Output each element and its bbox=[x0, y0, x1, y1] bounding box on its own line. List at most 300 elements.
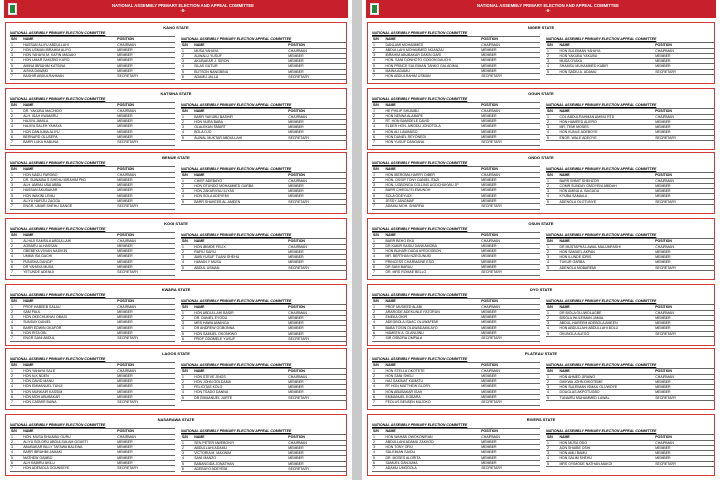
table-row bbox=[181, 75, 346, 80]
member-name: BARR IBRAHIM JAMAKI bbox=[23, 450, 63, 455]
row-number: 2 bbox=[182, 249, 184, 254]
member-name: HON YAHAYA SALE bbox=[23, 368, 56, 373]
row-number: 1 bbox=[182, 114, 184, 119]
row-number: 4 bbox=[11, 58, 13, 63]
row-number: 7 bbox=[373, 270, 375, 275]
column-header: POSITION bbox=[117, 167, 134, 172]
member-name: DR ANDREW OGBONNA bbox=[194, 326, 235, 331]
row-number: 1 bbox=[11, 238, 13, 243]
member-name: ADENOLA OLOTUNYE bbox=[559, 199, 597, 204]
row-number: 2 bbox=[547, 119, 549, 124]
committee-title: NATIONAL ASSEMBLY PRIMARY ELECTION COMMITTEE bbox=[10, 227, 106, 231]
row-number: 4 bbox=[182, 64, 184, 69]
table-row bbox=[181, 337, 346, 342]
row-number: 1 bbox=[547, 48, 549, 53]
committee-title: NATIONAL ASSEMBLY PRIMARY ELECTION COMMITTEE bbox=[10, 357, 106, 361]
row-number: 3 bbox=[373, 249, 375, 254]
member-name: HON ABUBAKAR ISAH bbox=[385, 389, 423, 394]
member-name: PUNISHA DANCIP bbox=[23, 259, 53, 264]
column-header: S/N bbox=[373, 233, 379, 238]
table-row bbox=[181, 266, 346, 271]
row-number: 1 bbox=[182, 178, 184, 183]
member-name: HASSAN AKUBAKAR bbox=[23, 188, 58, 193]
member-name: CHIEF ADEBAYO bbox=[194, 178, 223, 183]
row-number: 7 bbox=[373, 400, 375, 405]
member-name: RT. HON BAMIDELE DAVID bbox=[385, 119, 430, 124]
row-number: 2 bbox=[182, 379, 184, 384]
member-name: HON CASMIR BAWA bbox=[23, 400, 57, 405]
member-position: MEMBER bbox=[117, 265, 133, 270]
row-number: 5 bbox=[373, 389, 375, 394]
document-page-right bbox=[362, 0, 720, 480]
row-number: 3 bbox=[373, 53, 375, 58]
table-row bbox=[10, 466, 175, 471]
state-name: NASARAWA STATE bbox=[157, 417, 195, 422]
table-row bbox=[372, 400, 540, 405]
member-name: AMB YUSUF TUANI SHEHU bbox=[194, 255, 240, 260]
row-number: 6 bbox=[182, 337, 184, 342]
appeal-committee-table bbox=[181, 37, 346, 80]
row-number: 4 bbox=[11, 188, 13, 193]
table-row bbox=[10, 336, 175, 341]
row-number: 4 bbox=[373, 58, 375, 63]
member-position: MEMBER bbox=[117, 188, 133, 193]
member-name: DR YAHAYA MUSA bbox=[23, 265, 54, 270]
member-position: MEMBER bbox=[481, 177, 497, 182]
member-position: SECRETARY bbox=[288, 395, 310, 400]
member-name: HON STELLA OKOTETE bbox=[385, 368, 425, 373]
column-header: NAME bbox=[23, 299, 34, 304]
row-number: 2 bbox=[11, 47, 13, 52]
row-number: 5 bbox=[182, 461, 184, 466]
committee-title: NATIONAL ASSEMBLY PRIMARY ELECTION COMMITTEE bbox=[10, 161, 106, 165]
column-header: NAME bbox=[23, 37, 34, 42]
page-banner: NATIONAL ASSEMBLY PRIMARY ELECTION AND APPEAL COMMITTEE -II- bbox=[366, 0, 716, 18]
member-position: MEMBER bbox=[117, 129, 133, 134]
member-position: MEMBER bbox=[481, 199, 497, 204]
member-name: DR MUSTAPHA LAWAL MALUMFASHI bbox=[559, 244, 621, 249]
member-position: MEMBER bbox=[481, 461, 497, 466]
member-name: DR. MRS ROMAE BELLO bbox=[385, 270, 427, 275]
member-position: MEMBER bbox=[288, 130, 304, 135]
row-number: 2 bbox=[182, 53, 184, 58]
member-name: ADAMU UMODOLA bbox=[385, 466, 417, 471]
column-header: POSITION bbox=[655, 435, 672, 440]
row-number: 2 bbox=[11, 439, 13, 444]
row-number: 3 bbox=[373, 315, 375, 320]
column-header: NAME bbox=[23, 363, 34, 368]
state-section bbox=[5, 348, 347, 410]
column-header: NAME bbox=[385, 167, 396, 172]
member-position: MEMBER bbox=[481, 395, 497, 400]
row-number: 3 bbox=[11, 315, 13, 320]
member-name: ENGR SANI ABDUL bbox=[23, 336, 55, 341]
table-row bbox=[10, 270, 175, 275]
member-position: SECRETARY bbox=[655, 69, 677, 74]
column-header: S/N bbox=[547, 369, 553, 374]
row-number: 7 bbox=[11, 466, 13, 471]
member-position: SECRETARY bbox=[117, 466, 139, 471]
member-position: SECRETARY bbox=[288, 337, 310, 342]
row-number: 4 bbox=[182, 390, 184, 395]
column-header: POSITION bbox=[481, 363, 498, 368]
member-name: ARARODE ADEKUNLE FATORUN bbox=[385, 309, 440, 314]
state-name: PLATEAU STATE bbox=[524, 351, 558, 356]
column-header: S/N bbox=[547, 43, 553, 48]
member-position: MEMBER bbox=[117, 455, 133, 460]
member-position: MEMBER bbox=[117, 119, 133, 124]
appeal-committee-table bbox=[546, 299, 714, 337]
member-name: HON NADU FAROBO bbox=[23, 172, 58, 177]
member-name: FEOLUS BENSEN MAJOKO bbox=[385, 400, 431, 405]
member-name: TUNAIRU MUHAMMED LAWAL bbox=[559, 395, 610, 400]
member-name: OLALEKAN SMART bbox=[194, 125, 226, 130]
row-number: 5 bbox=[373, 455, 375, 460]
row-number: 5 bbox=[547, 461, 549, 466]
member-name: BARR CHIEDU ELEMUNOH bbox=[385, 188, 431, 193]
column-header: S/N bbox=[11, 363, 17, 368]
row-number: 5 bbox=[182, 265, 184, 270]
member-position: CHAIRMAN bbox=[117, 434, 136, 439]
member-name: MRS OYIMODE NATHAN-MAKOI bbox=[559, 461, 613, 466]
member-position: SECRETARY bbox=[655, 199, 677, 204]
table-row bbox=[181, 200, 346, 205]
election-committee-table bbox=[10, 423, 175, 472]
member-position: MEMBER bbox=[288, 59, 304, 64]
column-header: S/N bbox=[547, 173, 553, 178]
member-name: IBRAHIM ABUBAKAR DAKIN GARI bbox=[385, 53, 442, 58]
member-name: HON DANJUMA ALIYU bbox=[23, 129, 60, 134]
row-number: 3 bbox=[373, 445, 375, 450]
member-name: HON ABDULLAHI BASIR bbox=[194, 310, 234, 315]
member-name: DR. YAKUBU MACHIDO bbox=[23, 108, 62, 113]
appeal-committee-table bbox=[546, 363, 714, 401]
member-position: SECRETARY bbox=[117, 204, 139, 209]
row-number: 6 bbox=[11, 461, 13, 466]
column-header: S/N bbox=[11, 167, 17, 172]
appeal-committee-table bbox=[546, 37, 714, 75]
committee-title: NATIONAL ASSEMBLY PRIMARY ELECTION COMMITTEE bbox=[10, 31, 106, 35]
table-row bbox=[181, 396, 346, 401]
row-number: 4 bbox=[182, 326, 184, 331]
column-header: NAME bbox=[23, 167, 34, 172]
member-name: ADENOLA MOBAREMI bbox=[559, 265, 597, 270]
member-position: MEMBER bbox=[481, 129, 497, 134]
member-name: ELDER HON. AWODU JONOTOLA bbox=[385, 124, 441, 129]
column-header: NAME bbox=[385, 233, 396, 238]
member-position: CHAIRMAN bbox=[655, 244, 674, 249]
member-name: PROF HABEEB SALAU bbox=[23, 304, 61, 309]
column-header: S/N bbox=[547, 109, 553, 114]
appeal-committee-table bbox=[546, 167, 714, 205]
state-name: KATSINA STATE bbox=[160, 91, 192, 96]
column-header: S/N bbox=[182, 173, 188, 178]
member-position: MEMBER bbox=[288, 331, 304, 336]
member-name: HE PHILIP SHUAIBU bbox=[385, 108, 419, 113]
member-name: YETUNDE ADENIJI bbox=[23, 270, 55, 275]
column-header: S/N bbox=[547, 435, 553, 440]
row-number: 4 bbox=[373, 450, 375, 455]
member-position: MEMBER bbox=[117, 315, 133, 320]
row-number: 5 bbox=[547, 265, 549, 270]
member-name: HON SULEIMAN YAHAYA bbox=[559, 48, 601, 53]
election-committee-table bbox=[372, 357, 540, 406]
member-position: MEMBER bbox=[481, 320, 497, 325]
member-name: TUKUR GARBA bbox=[559, 260, 585, 265]
row-number: 4 bbox=[11, 320, 13, 325]
member-name: HON OTUNDO MOHAMMED GARBA bbox=[194, 183, 254, 188]
table-row bbox=[546, 200, 714, 205]
member-name: MATHEW GAMBO bbox=[23, 455, 53, 460]
member-name: SIR OSBORA OMPALA bbox=[385, 336, 423, 341]
member-name: EMMANUEL EGBARA bbox=[385, 395, 421, 400]
column-header: S/N bbox=[373, 429, 379, 434]
member-name: HON ADEMOLA OGUNSEYE bbox=[23, 466, 70, 471]
member-name: BARR BEHO EKU bbox=[385, 238, 415, 243]
member-name: FELICITAS KOLO bbox=[194, 385, 223, 390]
member-name: HON. SANI DONHOTO GOGON DAUCHI bbox=[385, 58, 451, 63]
member-position: CHAIRMAN bbox=[481, 238, 500, 243]
column-header: S/N bbox=[182, 109, 188, 114]
member-name: HON YUSUF DANGANA bbox=[385, 140, 425, 145]
row-number: 4 bbox=[373, 124, 375, 129]
row-number: 5 bbox=[373, 193, 375, 198]
row-number: 3 bbox=[373, 379, 375, 384]
member-position: CHAIRMAN bbox=[655, 178, 674, 183]
table-row bbox=[10, 400, 175, 405]
member-name: SHAMSU MUHAMMED KABIR bbox=[559, 64, 608, 69]
member-name: DANLAMI MOHAMMED bbox=[385, 42, 424, 47]
member-position: MEMBER bbox=[288, 456, 304, 461]
row-number: 2 bbox=[11, 243, 13, 248]
row-number: 3 bbox=[182, 321, 184, 326]
row-number: 1 bbox=[373, 304, 375, 309]
member-name: HASSAN ALIYU ABDULLAHI bbox=[23, 42, 69, 47]
row-number: 4 bbox=[547, 130, 549, 135]
election-committee-table bbox=[10, 357, 175, 406]
member-name: HON MUSA ODO bbox=[559, 440, 588, 445]
state-name: RIVERS STATE bbox=[526, 417, 556, 422]
member-position: MEMBER bbox=[481, 455, 497, 460]
row-number: 5 bbox=[11, 325, 13, 330]
row-number: 4 bbox=[373, 254, 375, 259]
member-position: CHAIRMAN bbox=[481, 368, 500, 373]
state-section bbox=[367, 218, 715, 280]
member-name: HON SAMUEL OKONKWO bbox=[194, 331, 237, 336]
member-position: MEMBER bbox=[481, 47, 497, 52]
member-name: ABDUL USMAN bbox=[194, 265, 220, 270]
column-header: POSITION bbox=[117, 299, 134, 304]
row-number: 5 bbox=[547, 135, 549, 140]
column-header: POSITION bbox=[655, 239, 672, 244]
member-name: HON JOHN GOLDAMA bbox=[194, 379, 231, 384]
column-header: POSITION bbox=[288, 435, 305, 440]
document-page-left bbox=[0, 0, 352, 480]
member-name: ALIYU HAFIZU ZAGGA bbox=[23, 199, 61, 204]
column-header: S/N bbox=[373, 363, 379, 368]
committee-title: NATIONAL ASSEMBLY PRIMARY ELECTION APPEAL COMMITTEE bbox=[181, 299, 292, 303]
row-number: 3 bbox=[11, 249, 13, 254]
row-number: 4 bbox=[547, 260, 549, 265]
column-header: NAME bbox=[385, 363, 396, 368]
member-position: CHAIRMAN bbox=[288, 374, 307, 379]
election-committee-table bbox=[372, 31, 540, 80]
election-committee-table bbox=[10, 31, 175, 80]
member-position: MEMBER bbox=[117, 113, 133, 118]
member-name: HON MUNKAIR KASSIM bbox=[23, 389, 63, 394]
row-number: 6 bbox=[11, 199, 13, 204]
row-number: 3 bbox=[182, 255, 184, 260]
member-name: BERNARD OLUSEPA bbox=[23, 135, 58, 140]
committee-title: NATIONAL ASSEMBLY PRIMARY ELECTION APPEAL COMMITTEE bbox=[181, 233, 292, 237]
member-position: SECRETARY bbox=[481, 336, 503, 341]
member-name: HON SALIM SHEHU bbox=[559, 456, 592, 461]
row-number: 5 bbox=[547, 331, 549, 336]
row-number: 3 bbox=[547, 189, 549, 194]
row-number: 1 bbox=[373, 238, 375, 243]
row-number: 1 bbox=[182, 374, 184, 379]
member-position: MEMBER bbox=[117, 331, 133, 336]
row-number: 2 bbox=[547, 183, 549, 188]
table-row bbox=[372, 270, 540, 275]
committee-title: NATIONAL ASSEMBLY PRIMARY ELECTION APPEAL COMMITTEE bbox=[546, 429, 657, 433]
committee-title: NATIONAL ASSEMBLY PRIMARY ELECTION COMMITTEE bbox=[372, 357, 468, 361]
column-header: S/N bbox=[373, 299, 379, 304]
state-name: KANO STATE bbox=[163, 25, 189, 30]
row-number: 3 bbox=[11, 119, 13, 124]
column-header: NAME bbox=[194, 369, 205, 374]
row-number: 2 bbox=[11, 113, 13, 118]
member-position: MEMBER bbox=[655, 379, 671, 384]
column-header: POSITION bbox=[655, 305, 672, 310]
member-position: SECRETARY bbox=[288, 75, 310, 80]
member-position: MEMBER bbox=[117, 47, 133, 52]
member-name: HON UMAR SAKIZBO KURO bbox=[23, 58, 70, 63]
column-header: NAME bbox=[194, 109, 205, 114]
member-position: MEMBER bbox=[481, 315, 497, 320]
column-header: S/N bbox=[547, 305, 553, 310]
member-name: ADEGBOLA ISAAC OLUWAFEMI bbox=[385, 320, 439, 325]
state-name: OGUN STATE bbox=[528, 91, 554, 96]
row-number: 3 bbox=[547, 321, 549, 326]
member-name: HON SANI SHELI bbox=[385, 373, 414, 378]
member-position: MEMBER bbox=[288, 390, 304, 395]
member-position: MEMBER bbox=[117, 183, 133, 188]
table-row bbox=[10, 74, 175, 79]
row-number: 6 bbox=[373, 69, 375, 74]
member-position: CHAIRMAN bbox=[655, 440, 674, 445]
row-number: 6 bbox=[11, 69, 13, 74]
column-header: NAME bbox=[385, 37, 396, 42]
member-position: MEMBER bbox=[117, 63, 133, 68]
member-position: MEMBER bbox=[288, 315, 304, 320]
member-position: SECRETARY bbox=[655, 331, 677, 336]
member-position: MEMBER bbox=[655, 130, 671, 135]
member-name: HON AHMED JIRAWO bbox=[559, 374, 596, 379]
table-row bbox=[546, 70, 714, 75]
member-name: MRS HAWA AMANGA bbox=[194, 321, 229, 326]
state-name: ONDO STATE bbox=[528, 155, 554, 160]
member-position: MEMBER bbox=[655, 445, 671, 450]
member-position: MEMBER bbox=[481, 325, 497, 330]
member-name: ADEBAYO ADEYEMI bbox=[194, 467, 228, 472]
member-name: DR EMMANUEL JURTE bbox=[194, 395, 233, 400]
row-number: 2 bbox=[11, 177, 13, 182]
row-number: 1 bbox=[182, 244, 184, 249]
member-name: BABA TOSIN OLUWADAMILAYO bbox=[385, 325, 438, 330]
row-number: 3 bbox=[182, 125, 184, 130]
member-name: DIKKWA JOHN DIKOTEME bbox=[559, 379, 603, 384]
row-number: 6 bbox=[373, 135, 375, 140]
row-number: 2 bbox=[373, 177, 375, 182]
column-header: S/N bbox=[373, 37, 379, 42]
member-name: VICTORIA M. MAXWIM bbox=[194, 451, 232, 456]
row-number: 2 bbox=[547, 445, 549, 450]
column-header: NAME bbox=[194, 305, 205, 310]
apc-flag-logo bbox=[8, 3, 17, 15]
member-position: MEMBER bbox=[117, 259, 133, 264]
state-section bbox=[367, 348, 715, 410]
member-name: ABDULLAHI MOHAMMED NGANZAI bbox=[385, 47, 444, 52]
member-name: BARR EDWIN OKAFOR bbox=[23, 325, 62, 330]
member-position: SECRETARY bbox=[655, 135, 677, 140]
member-position: SECRETARY bbox=[117, 74, 139, 79]
member-name: HON AMU BAMU bbox=[559, 451, 587, 456]
member-name: BARR SHMIT SHEHZOR bbox=[559, 178, 600, 183]
member-position: MEMBER bbox=[481, 119, 497, 124]
member-position: MEMBER bbox=[117, 243, 133, 248]
member-position: MEMBER bbox=[655, 194, 671, 199]
member-position: MEMBER bbox=[481, 113, 497, 118]
row-number: 7 bbox=[11, 400, 13, 405]
committee-title: NATIONAL ASSEMBLY PRIMARY ELECTION COMMITTEE bbox=[372, 293, 468, 297]
member-name: ENGR. WALE ADEOYE bbox=[559, 135, 597, 140]
banner-title: NATIONAL ASSEMBLY PRIMARY ELECTION AND APPEAL COMMITTEE bbox=[477, 3, 619, 8]
column-header: NAME bbox=[23, 233, 34, 238]
member-name: PRINCESS CHARMAINE ESO bbox=[385, 259, 434, 264]
member-position: MEMBER bbox=[481, 193, 497, 198]
state-section bbox=[5, 22, 347, 84]
column-header: S/N bbox=[11, 429, 17, 434]
appeal-committee-table bbox=[546, 233, 714, 271]
member-position: SECRETARY bbox=[655, 461, 677, 466]
member-position: MEMBER bbox=[288, 379, 304, 384]
column-header: POSITION bbox=[288, 239, 305, 244]
member-position: CHAIRMAN bbox=[288, 244, 307, 249]
row-number: 6 bbox=[373, 395, 375, 400]
member-name: HON ALI LAWANSO bbox=[385, 129, 418, 134]
row-number: 1 bbox=[182, 310, 184, 315]
table-row bbox=[372, 204, 540, 209]
member-position: CHAIRMAN bbox=[117, 238, 136, 243]
table-row bbox=[546, 396, 714, 401]
row-number: 7 bbox=[373, 336, 375, 341]
member-position: MEMBER bbox=[117, 309, 133, 314]
member-position: MEMBER bbox=[655, 59, 671, 64]
member-position: MEMBER bbox=[117, 124, 133, 129]
row-number: 1 bbox=[182, 440, 184, 445]
member-position: MEMBER bbox=[117, 325, 133, 330]
member-position: MEMBER bbox=[117, 395, 133, 400]
state-name: KWARA STATE bbox=[161, 287, 191, 292]
column-header: POSITION bbox=[481, 37, 498, 42]
election-committee-table bbox=[10, 227, 175, 276]
row-number: 2 bbox=[547, 53, 549, 58]
table-row bbox=[372, 74, 540, 79]
member-position: SECRETARY bbox=[288, 135, 310, 140]
member-position: SECRETARY bbox=[117, 140, 139, 145]
member-position: MEMBER bbox=[655, 315, 671, 320]
